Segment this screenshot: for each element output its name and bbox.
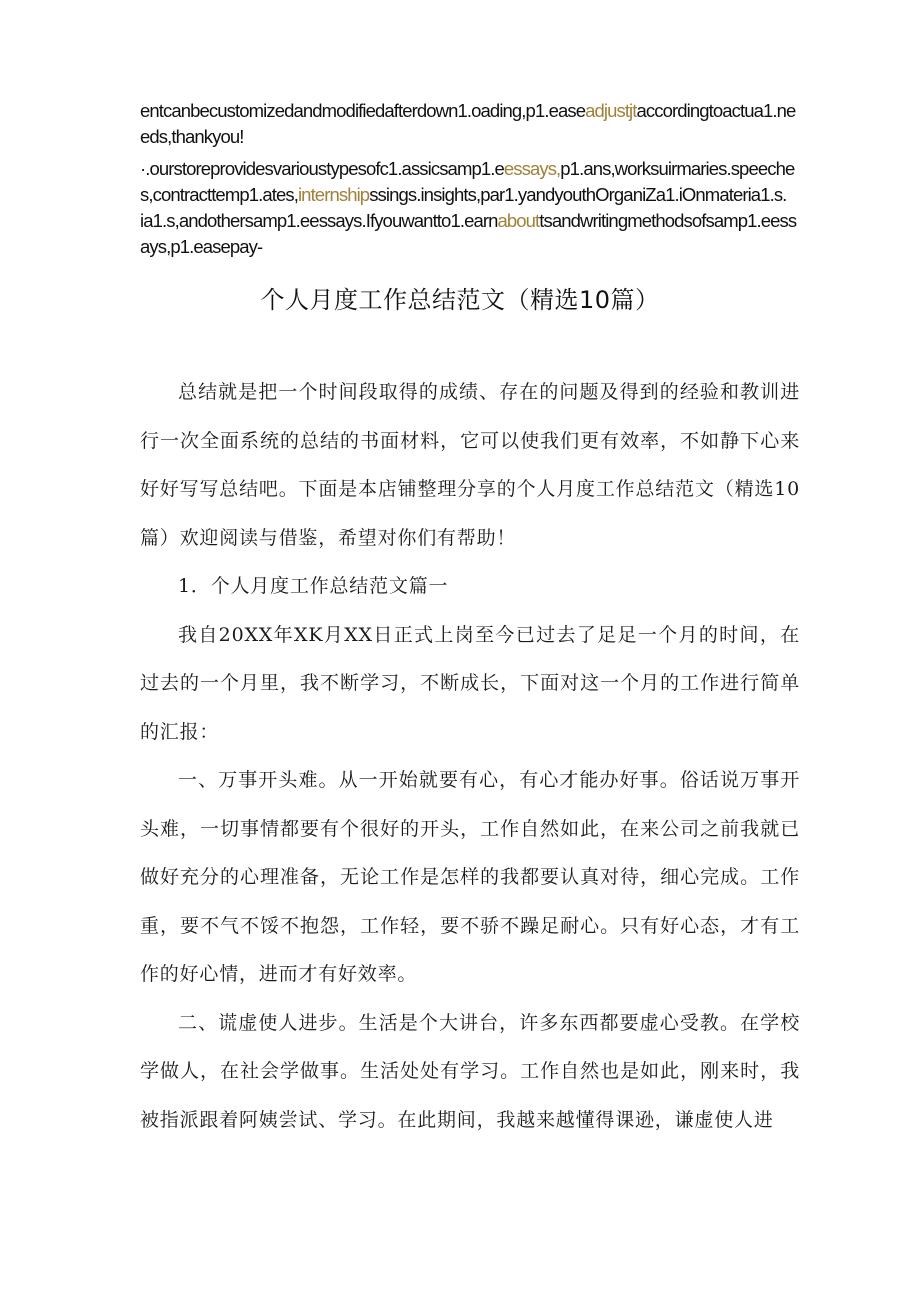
intro-paragraph: 总结就是把一个时间段取得的成绩、存在的问题及得到的经验和教训进行一次全面系统的总结的书面材料，它可以使我们更有效率，不如静下心来好好写写总结吧。下面是本店铺整理分享的个人月度工作总结范文（精选10篇）欢迎阅读与借鉴，希望对你们有帮助！ xyxy=(140,381,800,549)
body-paragraph: 我自20XX年XK月XX日正式上岗至今已过去了足足一个月的时间，在过去的一个月里，我不断学习，不断成长，下面对这一个月的工作进行简单的汇报： xyxy=(140,623,800,743)
section-heading: 1．个人月度工作总结范文篇一 xyxy=(178,575,449,597)
ad-text-segment: entcanbecustomizedandmodifiedafterdown1.oading,p1.ease xyxy=(140,100,586,121)
ad-text-segment: accordingtoactua1.needs,thankyou! xyxy=(140,100,796,147)
ad-highlight-link[interactable]: internship xyxy=(297,184,370,205)
ad-highlight-link[interactable]: about xyxy=(497,210,540,231)
header-ad-line-1 xyxy=(140,98,800,150)
ad-text-segment: ia1.s,andothersamp1.eessays.Ifyouwantto1.earn xyxy=(140,210,498,231)
header-ad-text xyxy=(140,98,800,266)
header-ad-line-2 xyxy=(140,156,800,260)
ad-text-segment: ssings.insights,par1.yandyouthOrganiZa1.iOnmateria1.s. xyxy=(369,184,787,205)
document-title: 个人月度工作总结范文（精选10篇） xyxy=(260,286,660,314)
ad-highlight-link[interactable]: adjustjt xyxy=(585,100,637,121)
ad-text-segment: p1.ans,worksuirmaries.speeches,contracttemp1.ates, xyxy=(140,158,795,205)
ad-highlight-link[interactable]: essays, xyxy=(503,158,561,179)
body-paragraph: 二、谎虚使人进步。生活是个大讲台，许多东西都要虚心受教。在学校学做人，在社会学做事。生活处处有学习。工作自然也是如此，刚来时，我被指派跟着阿姨尝试、学习。在此期间，我越来越懂得课逊，谦虚使人进 xyxy=(140,1011,800,1131)
ad-text-segment: ·.ourstoreprovidesvarioustypesofc1.assicsamp1.e xyxy=(140,158,504,179)
document-body xyxy=(140,368,800,1144)
ad-text-segment: tsandwritingmethodsofsamp1.eessays,p1.easepay- xyxy=(140,210,797,257)
body-paragraph: 一、万事开头难。从一开始就要有心，有心才能办好事。俗话说万事开头难，一切事情都要有个很好的开头，工作自然如此，在来公司之前我就已做好充分的心理准备，无论工作是怎样的我都要认真对待，细心完成。工作重，要不气不馁不抱怨，工作轻，要不骄不躁足耐心。只有好心态，才有工作的好心情，进而才有好效率。 xyxy=(140,769,800,985)
